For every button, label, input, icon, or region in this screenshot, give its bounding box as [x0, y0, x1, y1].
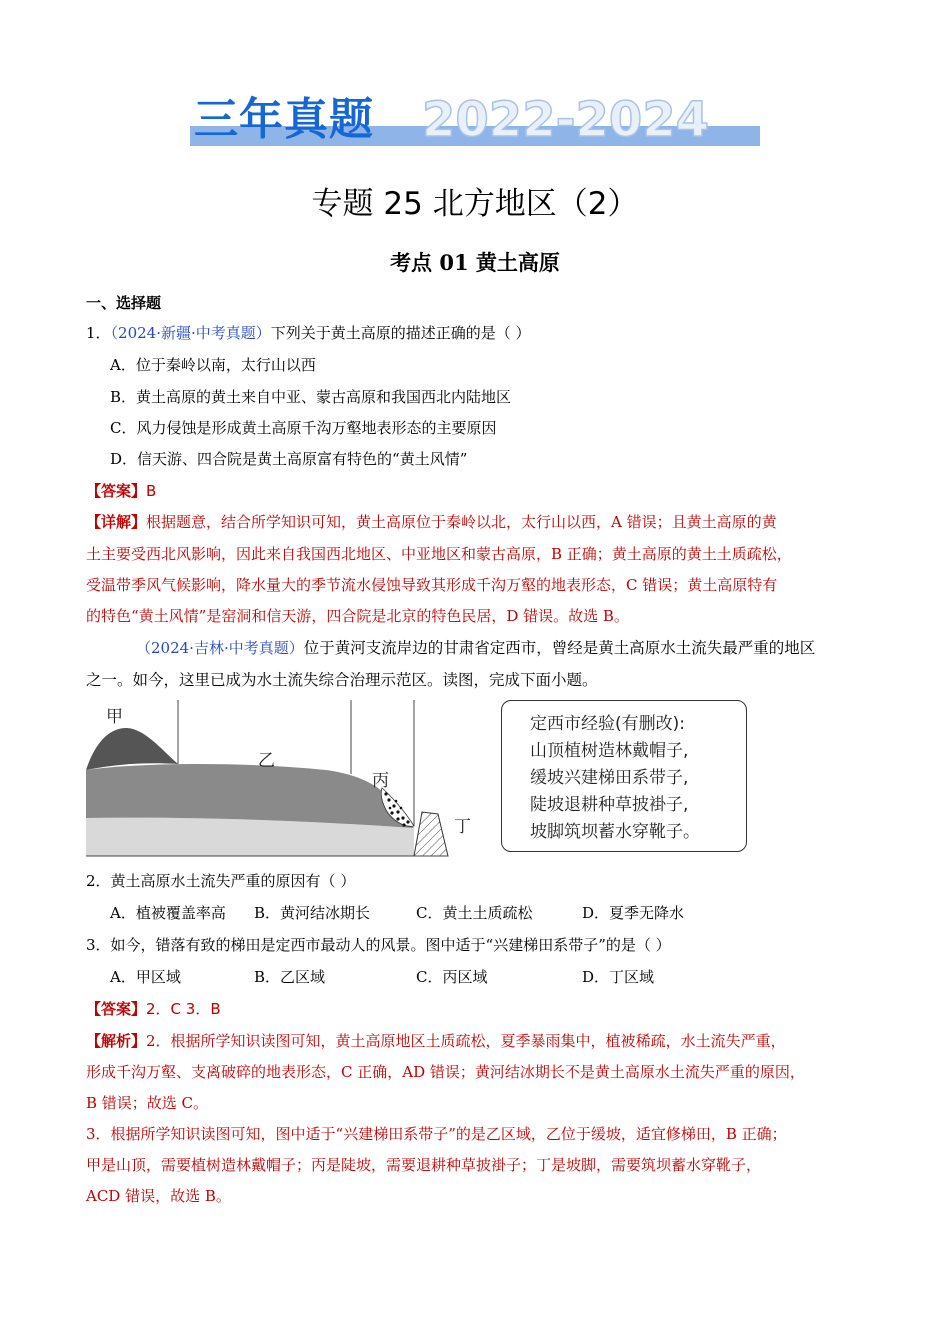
terrain-svg — [86, 700, 478, 860]
option-b: B．黄河结冰期长 — [254, 904, 371, 922]
box-line: 陡坡退耕种草披褂子, — [530, 795, 689, 815]
explain-line: 受温带季风气候影响，降水量大的季节流水侵蚀导致其形成千沟万壑的地表形态，C 错误；黄土高原特有 — [86, 576, 778, 594]
analysis-text: 2．根据所学知识读图可知，黄土高原地区土质疏松，夏季暴雨集中，植被稀疏，水土流失严重， — [146, 1032, 786, 1050]
analysis-line: 甲是山顶，需要植树造林戴帽子；丙是陡坡，需要退耕种草披褂子；丁是坡脚，需要筑坝蓄水穿靴子， — [86, 1156, 762, 1174]
option-c: C．黄土土质疏松 — [416, 904, 533, 922]
explain-line — [86, 511, 777, 533]
explain-line: 土主要受西北风影响，因此来自我国西北地区、中亚地区和蒙古高原，B 正确；黄土高原的黄土土质疏松， — [86, 545, 792, 563]
section-heading: 一、选择题 — [86, 294, 162, 312]
analysis-tag: 【解析】 — [86, 1032, 147, 1050]
banner-years-text: 2022-2024 — [422, 92, 710, 148]
question-number: 1． — [86, 324, 111, 342]
banner-main-text: 三年真题 — [194, 94, 374, 145]
question-1-stem-line — [86, 322, 531, 344]
box-line: 定西市经验(有删改): — [530, 714, 685, 734]
explain-tag: 【详解】 — [86, 513, 147, 531]
option-d: D．丁区域 — [582, 968, 655, 986]
dam-ding — [414, 812, 448, 856]
page-subtitle: 考点 01 黄土高原 — [390, 250, 560, 275]
answer-tag: 【答案】 — [86, 482, 147, 500]
analysis-line — [86, 1030, 786, 1052]
option-a: A．位于秦岭以南，太行山以西 — [110, 356, 316, 374]
analysis-line: B 错误；故选 C。 — [86, 1094, 209, 1112]
label-jia: 甲 — [106, 707, 123, 727]
page-title: 专题 25 北方地区（2） — [311, 186, 639, 222]
terrain-diagram — [86, 700, 478, 860]
option-c: C．风力侵蚀是形成黄土高原千沟万壑地表形态的主要原因 — [110, 419, 497, 437]
box-line: 坡脚筑坝蓄水穿靴子。 — [530, 822, 700, 842]
question-stem: 下列关于黄土高原的描述正确的是（ ） — [270, 324, 531, 342]
option-d: D．夏季无降水 — [582, 904, 685, 922]
label-bing: 丙 — [372, 771, 389, 791]
answer-line — [86, 998, 221, 1020]
analysis-line: 形成千沟万壑、支离破碎的地表形态，C 正确，AD 错误；黄河结冰期长不是黄土高原水土流失严重的原因， — [86, 1063, 805, 1081]
label-yi: 乙 — [258, 751, 275, 771]
option-a: A．植被覆盖率高 — [110, 904, 226, 922]
label-ding: 丁 — [454, 817, 471, 837]
analysis-line: ACD 错误，故选 B。 — [86, 1187, 231, 1205]
experience-box — [501, 700, 747, 852]
answer-value: B — [146, 482, 157, 500]
option-a: A．甲区域 — [110, 968, 181, 986]
hilltop-jia — [86, 728, 178, 770]
explain-text: 根据题意，结合所学知识可知，黄土高原位于秦岭以北，太行山以西，A 错误；且黄土高原的黄 — [146, 513, 777, 531]
box-line: 缓坡兴建梯田系带子, — [530, 768, 689, 788]
option-c: C．丙区域 — [416, 968, 488, 986]
option-b: B．黄土高原的黄土来自中亚、蒙古高原和我国西北内陆地区 — [110, 388, 512, 406]
group-source: （2024·吉林·中考真题） — [136, 639, 304, 657]
question-source: （2024·新疆·中考真题） — [110, 324, 271, 342]
answer-line — [86, 480, 156, 502]
question-2-stem: 2．黄土高原水土流失严重的原因有（ ） — [86, 872, 356, 890]
group-intro-text: 位于黄河支流岸边的甘肃省定西市，曾经是黄土高原水土流失最严重的地区 — [303, 639, 816, 657]
explain-line: 的特色“黄土风情”是窑洞和信天游，四合院是北京的特色民居，D 错误。故选 B。 — [86, 607, 629, 625]
header-banner — [190, 92, 760, 154]
answer-value: 2．C 3．B — [146, 1000, 221, 1018]
option-d: D．信天游、四合院是黄土高原富有特色的“黄土风情” — [110, 450, 468, 468]
analysis-line: 3．根据所学知识读图可知，图中适于“兴建梯田系带子”的是乙区域，乙位于缓坡，适宜修梯田，B 正确； — [86, 1125, 787, 1143]
option-b: B．乙区域 — [254, 968, 326, 986]
question-3-stem: 3．如今，错落有致的梯田是定西市最动人的风景。图中适于“兴建梯田系带子”的是（ ） — [86, 936, 671, 954]
group-intro-line — [136, 637, 815, 659]
group-intro-line: 之一。如今，这里已成为水土流失综合治理示范区。读图，完成下面小题。 — [86, 671, 598, 689]
answer-tag: 【答案】 — [86, 1000, 147, 1018]
box-line: 山顶植树造林戴帽子, — [530, 741, 689, 761]
